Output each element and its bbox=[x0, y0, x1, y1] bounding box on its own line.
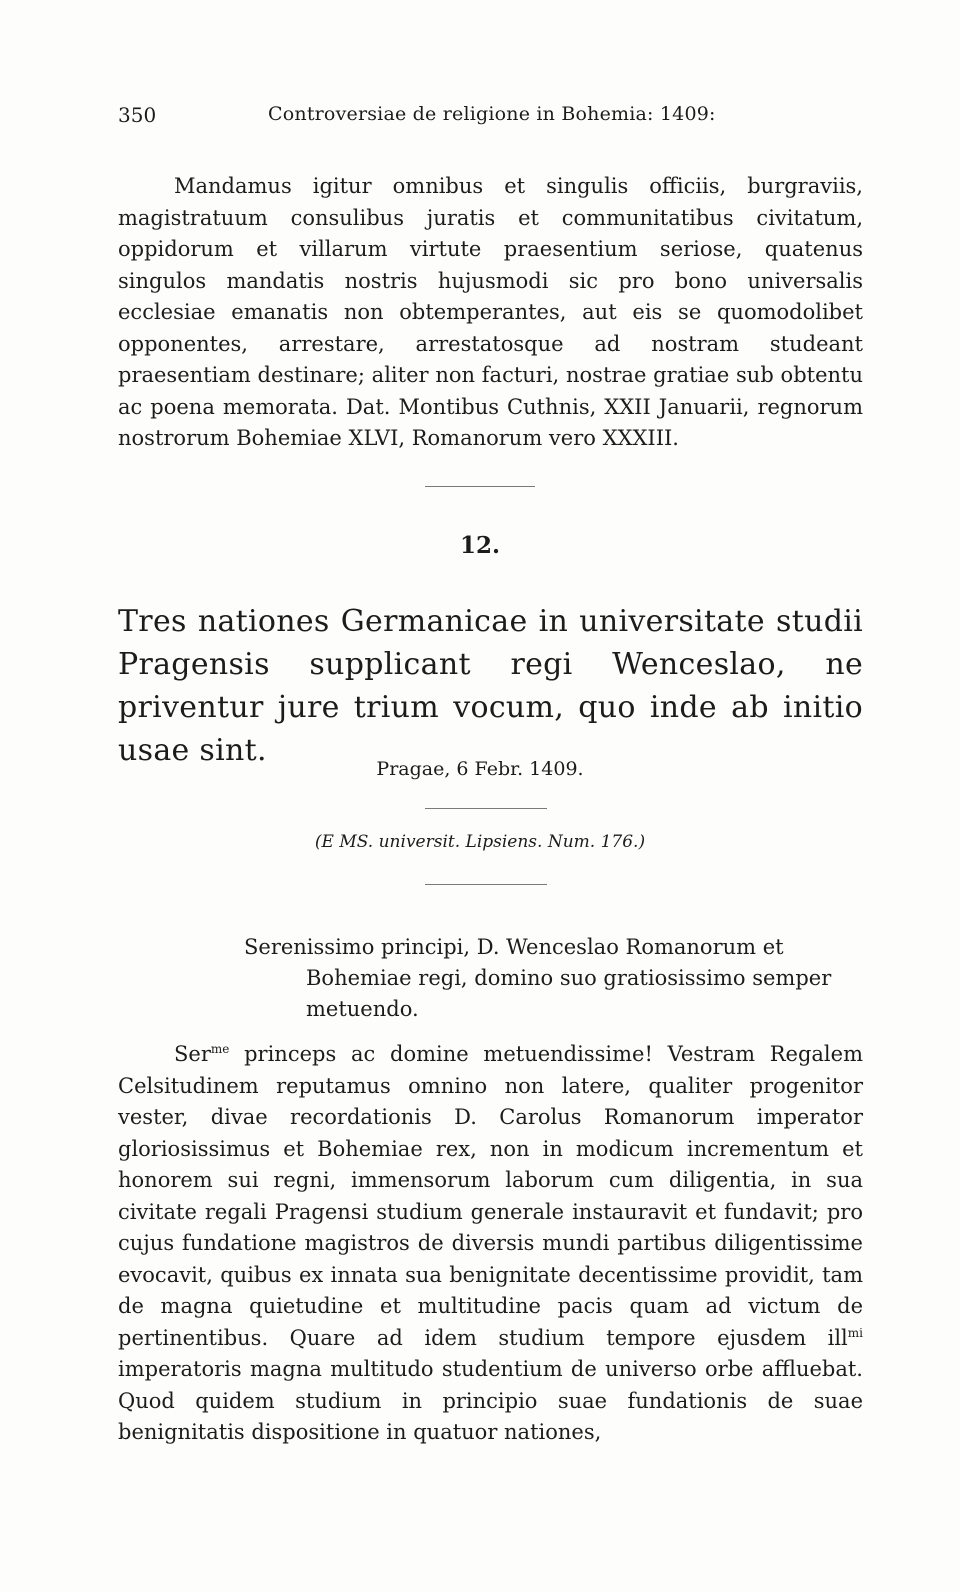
letter-text-part-1: princeps ac domine metuendissime! Vestram Regalem Celsitudinem reputamus omnino non latere, qualiter progenitor vester, divae recordationis D. Carolus Romanorum imperator gloriosissimus et Bohemiae rex, non in modicum incrementum et honorem sui regni, immensorum laborum cum diligentia, in sua civitate regali Pragensi studium generale instauravit et fundavit; pro cujus fundatione magistros de diversis mundi partibus diligentissime evocavit, quibus ex innata sua benignitate decentissime providit, tam de magna quietudine et multitudine pacis quam ad victum de pertinentibus. Quare ad idem studium tempore ejusdem ill bbox=[118, 1042, 863, 1350]
document-title: Tres nationes Germanicae in universitate studii Pragensis supplicant regi Wenceslao, ne priventur jure trium vocum, quo inde ab initio usae sint. bbox=[118, 604, 863, 768]
preceding-document-text bbox=[118, 171, 863, 455]
document-date: Pragae, 6 Febr. 1409. bbox=[376, 758, 584, 780]
letter-paragraph bbox=[118, 1039, 863, 1449]
manuscript-source: (E MS. universit. Lipsiens. Num. 176.) bbox=[314, 832, 646, 852]
letter-body bbox=[118, 1039, 863, 1449]
preceding-paragraph: Mandamus igitur omnibus et singulis officiis, burgraviis, magistratuum consulibus juratis et communitatibus civitatum, oppidorum et villarum virtute praesentium seriose, quatenus singulos mandatis nostris hujusmodi sic pro bono universalis ecclesiae emanatis non obtemperantes, aut eis se quomodolibet opponentes, arrestare, arrestatosque ad nostram studeant praesentiam destinare; aliter non facturi, nostrae gratiae sub obtentu ac poena memorata. Dat. Montibus Cuthnis, XXII Januarii, regnorum nostrorum Bohemiae XLVI, Romanorum vero XXXIII. bbox=[118, 174, 863, 450]
letter-text-part-2: imperatoris magna multitudo studentium de universo orbe affluebat. Quod quidem studium in principio suae fundationis de suae benignitatis dispositione in quatuor nationes, bbox=[118, 1357, 863, 1444]
section-divider bbox=[425, 486, 535, 487]
address-line-3: metuendo. bbox=[306, 997, 419, 1021]
illustrissimi-superscript: mi bbox=[847, 1325, 863, 1340]
running-head: Controversiae de religione in Bohemia: 1409: bbox=[268, 103, 716, 125]
date-divider bbox=[425, 808, 547, 809]
letter-address bbox=[244, 932, 864, 1025]
salutation-superscript: me bbox=[210, 1042, 230, 1056]
address-line-1: Serenissimo principi, D. Wenceslao Romanorum et bbox=[244, 935, 784, 959]
page-number: 350 bbox=[118, 103, 157, 127]
address-line-2: Bohemiae regi, domino suo gratiosissimo semper bbox=[306, 966, 832, 990]
document-number: 12. bbox=[459, 532, 500, 559]
page-header bbox=[118, 103, 863, 133]
salutation-abbrev: Ser bbox=[174, 1042, 211, 1066]
source-divider bbox=[425, 884, 547, 885]
